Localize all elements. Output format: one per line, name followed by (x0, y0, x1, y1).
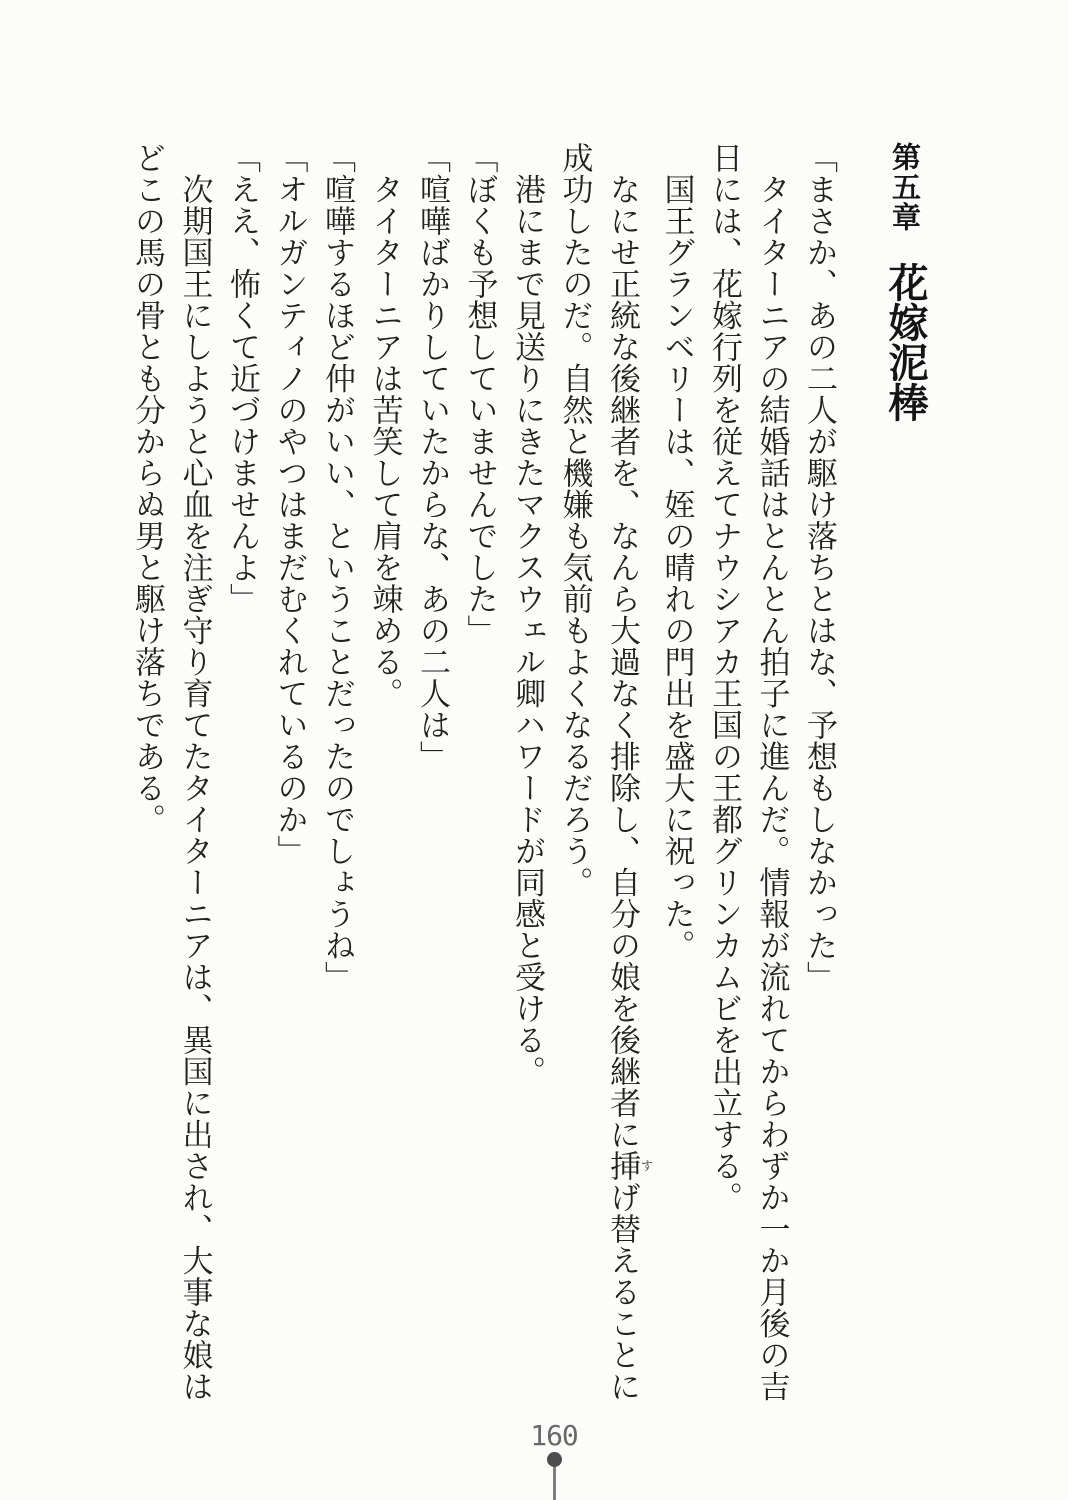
ruby-base-char: 挿 (604, 1150, 640, 1182)
text-column-4: 国王グランベリーは、姪の晴れの門出を盛大に祝った。 (658, 142, 695, 961)
text-after-ruby: げ替えることに (604, 1181, 640, 1402)
footer-marker-dot (547, 1452, 562, 1467)
text-column-9: 「喧嘩ばかりしていたからな、あの二人は」 (414, 142, 450, 772)
text-column-2: タイターニアの結婚話はとんとん拍子に進んだ。情報が流れてからわずか一か月後の吉 (753, 142, 790, 1402)
text-column-5 (598, 142, 653, 1402)
text-column-8: 「ぼくも予想していませんでした」 (461, 142, 498, 646)
chapter-number: 第五章 (888, 142, 922, 232)
text-column-6: 成功したのだ。自然と機嫌も気前もよくなるだろう。 (556, 142, 593, 898)
text-column-13: 「ええ、怖くて近づけませんよ」 (224, 142, 260, 615)
text-before-ruby: なにせ正統な後継者を、なんら大過なく排除し、自分の娘を後継者に (604, 142, 640, 1150)
page-number: 160 (530, 1419, 578, 1452)
ruby-annotation (604, 1150, 653, 1182)
text-column-10: タイターニアは苦笑して肩を竦める。 (366, 142, 403, 709)
chapter-heading (880, 142, 930, 742)
text-column-7: 港にまで見送りにきたマクスウェル卿ハワードが同感と受ける。 (509, 142, 545, 1087)
text-column-11: 「喧嘩するほど仲がいい、ということだったのでしょうね」 (319, 142, 355, 993)
text-column-3: 日には、花嫁行列を従えてナウシアカ王国の王都グリンカムビを出立する。 (706, 142, 742, 1213)
text-column-12: 「オルガンティノのやつはまだむくれているのか」 (271, 142, 308, 867)
chapter-title: 花嫁泥棒 (882, 262, 929, 422)
body-text (123, 142, 843, 1402)
text-column-14: 次期国王にしようと心血を注ぎ守り育てたタイターニアは、異国に出され、大事な娘は (176, 142, 213, 1402)
text-column-1: 「まさか、あの二人が駆け落ちとはな、予想もしなかった」 (801, 142, 837, 993)
text-column-15: どこの馬の骨とも分からぬ男と駆け落ちである。 (129, 142, 165, 835)
ruby-furigana: す (637, 1150, 653, 1182)
